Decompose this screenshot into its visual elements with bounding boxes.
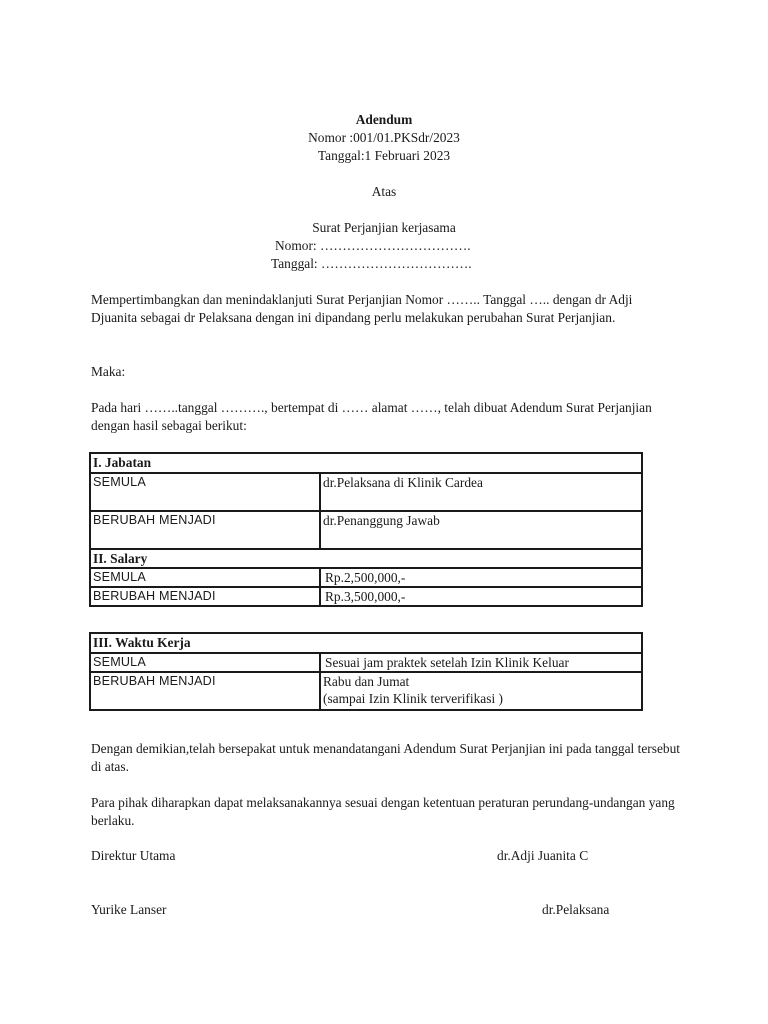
salary-semula-label: SEMULA [90,568,320,587]
jabatan-semula-label: SEMULA [90,473,320,511]
table-row [90,568,642,587]
intro-paragraph: Pada hari ……..tanggal ………., bertempat di …… alamat ……, telah dibuat Adendum Surat Perjanjian dengan hasil sebagai berikut: [91,400,652,433]
jabatan-berubah-label: BERUBAH MENJADI [90,511,320,549]
closing-paragraph-1: Dengan demikian,telah bersepakat untuk menandatangani Adendum Surat Perjanjian ini pada tanggal tersebut di atas. [91,741,681,774]
table-row [90,672,642,710]
consideration-paragraph: Mempertimbangkan dan menindaklanjuti Surat Perjanjian Nomor …….. Tanggal ….. dengan dr Adji Djuanita sebagai dr Pelaksana dengan ini dipandang perlu melakukan perubahan Surat Perjanjian. [91,292,633,325]
salary-heading: II. Salary [90,549,642,568]
salary-berubah-label: BERUBAH MENJADI [90,587,320,606]
salary-berubah-value: Rp.3,500,000,- [320,587,642,606]
atas-label: Atas [371,184,397,199]
table-row [90,587,642,606]
waktu-berubah-label: BERUBAH MENJADI [90,672,320,710]
jabatan-berubah-value: dr.Penanggung Jawab [320,511,642,549]
waktu-berubah-value-line1: Rabu dan Jumat [323,674,410,689]
agreement-name: Surat Perjanjian kerjasama [312,220,456,235]
maka-label: Maka: [91,364,126,379]
table-row [90,511,642,549]
table-row [90,633,642,653]
document-number: Nomor :001/01.PKSdr/2023 [308,130,460,145]
jabatan-semula-value: dr.Pelaksana di Klinik Cardea [320,473,642,511]
jabatan-heading: I. Jabatan [90,453,642,473]
amendment-table-1 [89,452,643,607]
table-row [90,473,642,511]
waktu-berubah-value [320,672,642,710]
document-title: Adendum [355,112,413,127]
signatory-right-title: dr.Adji Juanita C [497,848,589,863]
table-row [90,653,642,672]
waktu-semula-label: SEMULA [90,653,320,672]
signatory-left-title: Direktur Utama [91,848,176,863]
waktu-berubah-value-line2: (sampai Izin Klinik terverifikasi ) [323,691,503,706]
document-date: Tanggal:1 Februari 2023 [317,148,451,163]
waktu-semula-value: Sesuai jam praktek setelah Izin Klinik Keluar [320,653,642,672]
closing-paragraph-2: Para pihak diharapkan dapat melaksanakannya sesuai dengan ketentuan peraturan perundang-undangan yang berlaku. [91,795,675,828]
agreement-number: Nomor: ……………………………. [275,238,471,253]
table-row [90,549,642,568]
signatory-right-name: dr.Pelaksana [542,902,610,917]
amendment-table-2 [89,632,643,711]
salary-semula-value: Rp.2,500,000,- [320,568,642,587]
waktu-kerja-heading: III. Waktu Kerja [90,633,642,653]
table-row [90,453,642,473]
agreement-date: Tanggal: ……………………………. [271,256,472,271]
signatory-left-name: Yurike Lanser [91,902,167,917]
